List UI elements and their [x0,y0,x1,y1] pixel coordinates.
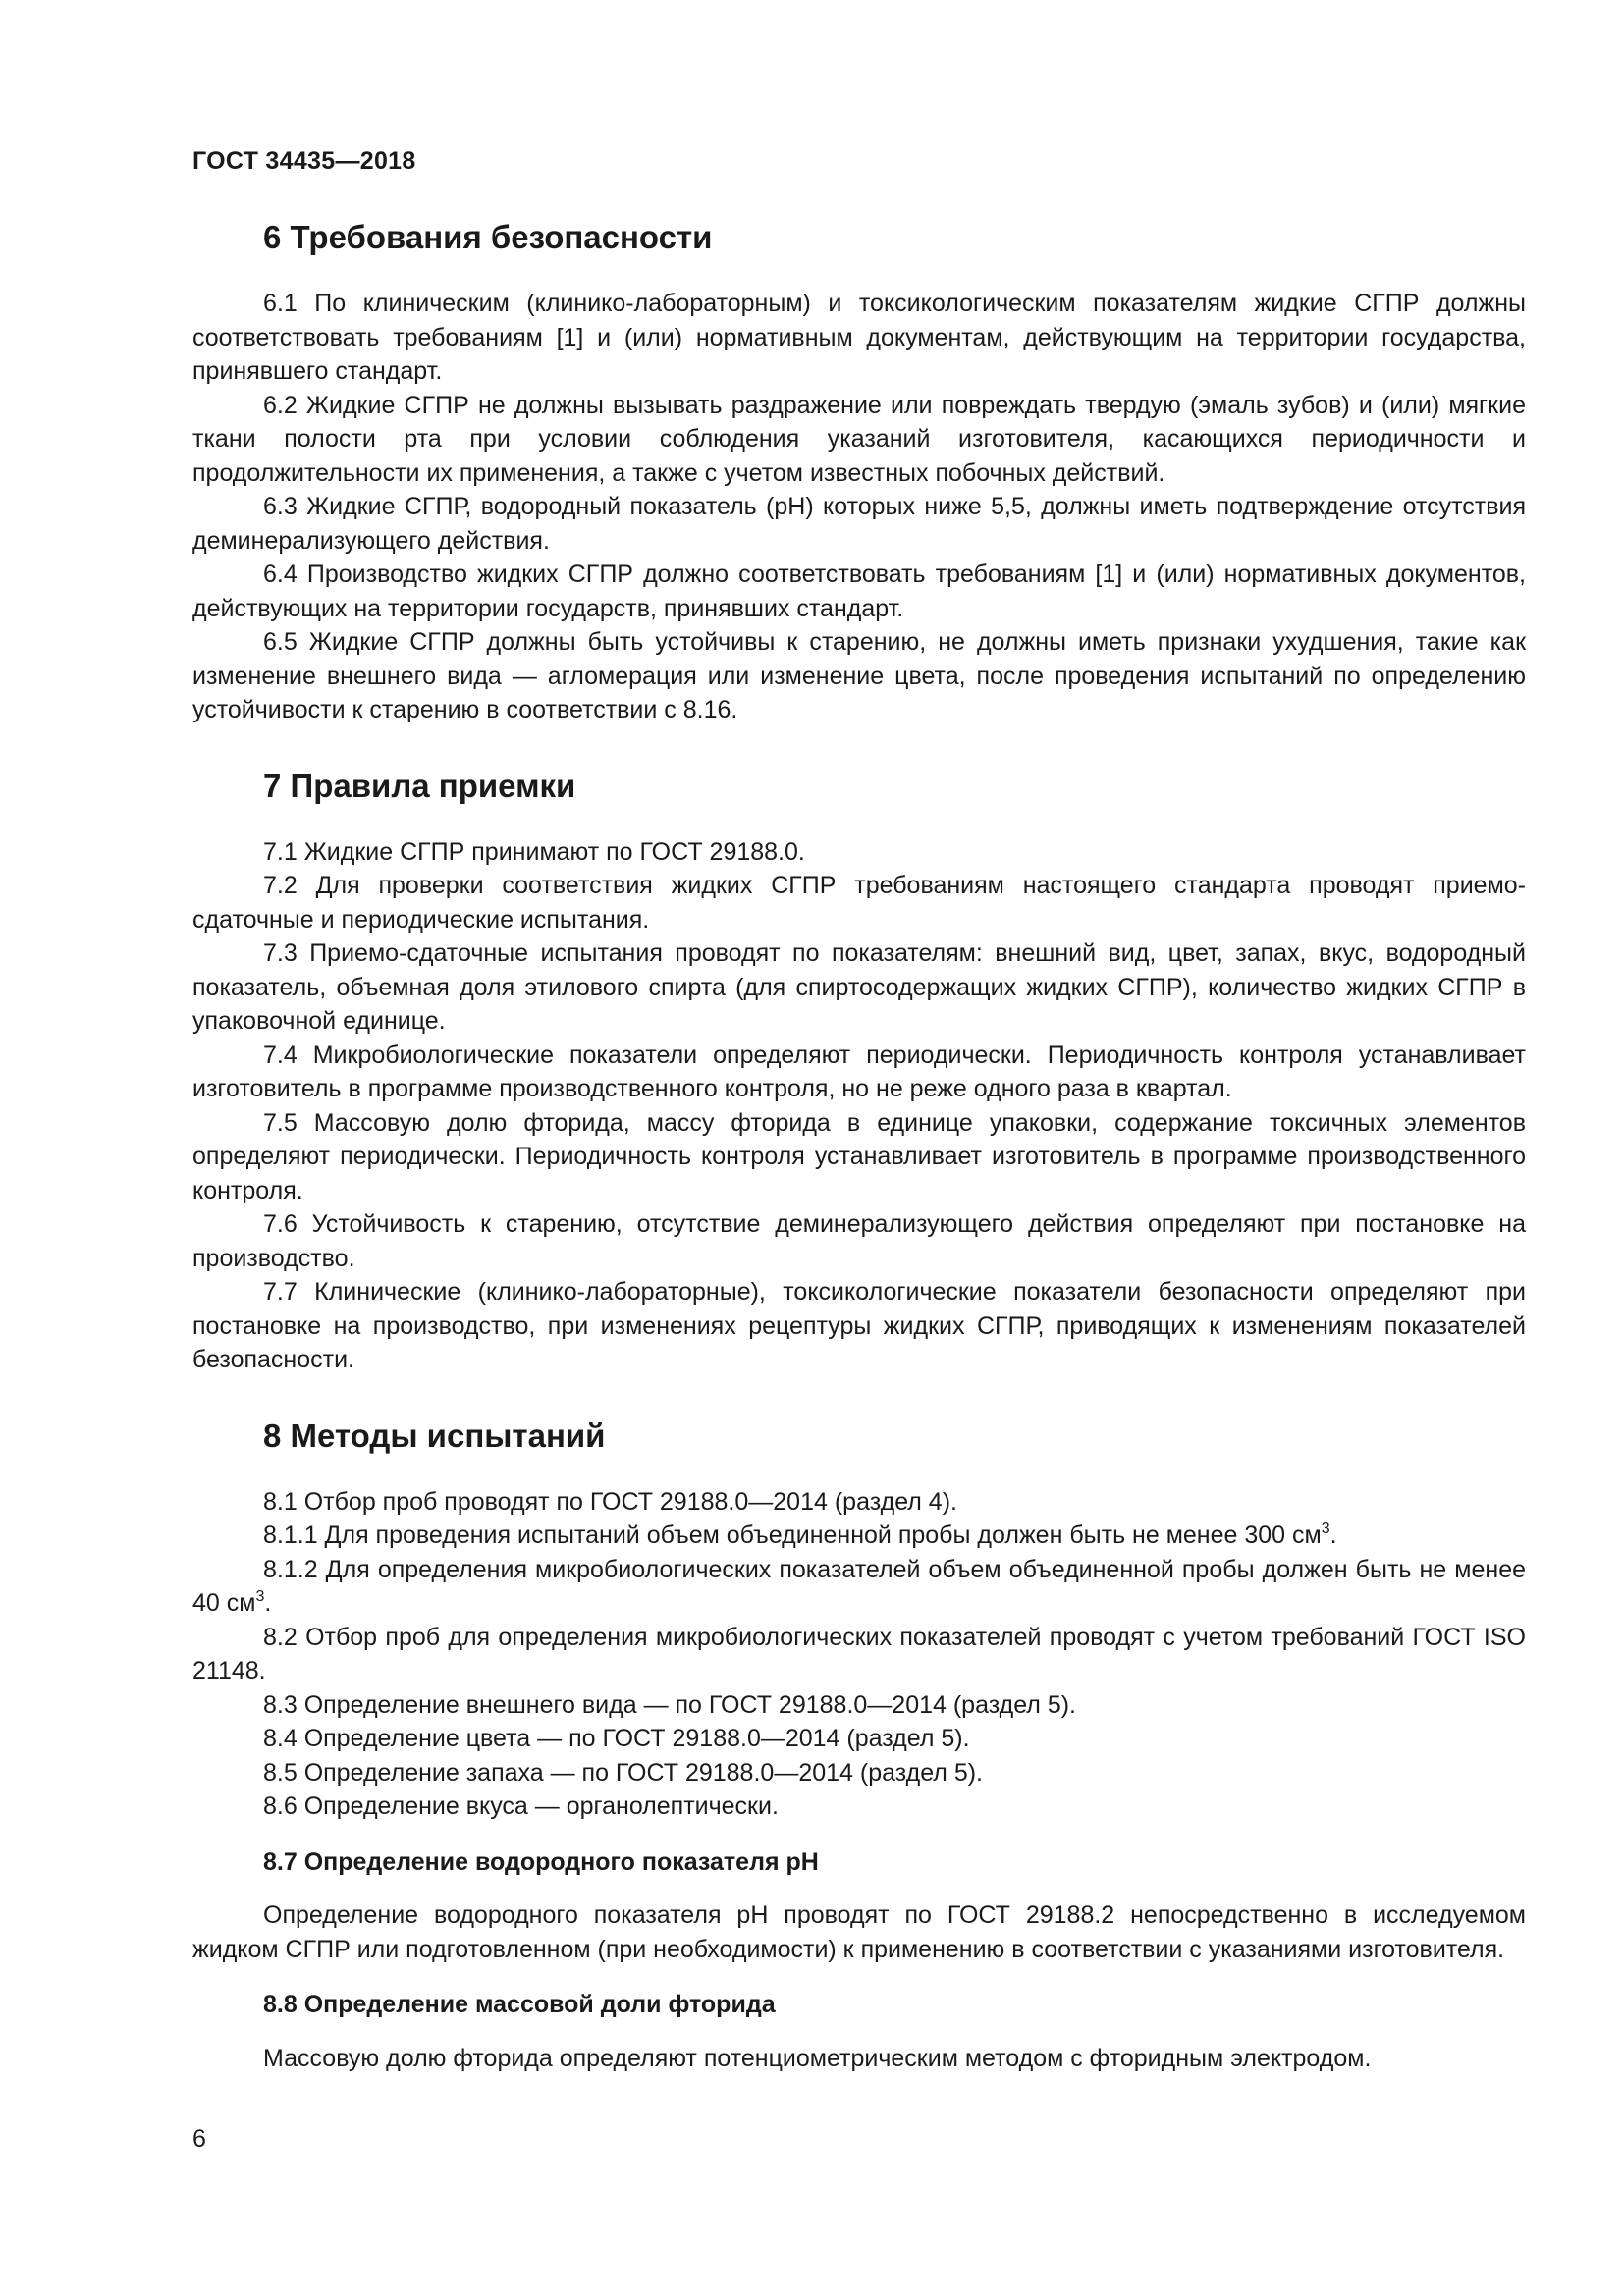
section-8-title: 8 Методы испытаний [263,1416,606,1454]
paragraph-7-4: 7.4 Микробиологические показатели определяют периодически. Периодичность контроля устанавливает изготовитель в программе производственного контроля, но не реже одного раза в квартал. [192,1041,1526,1102]
paragraph-8-5: 8.5 Определение запаха — по ГОСТ 29188.0—2014 (раздел 5). [263,1758,984,1787]
paragraph-8-1-1-text: 8.1.1 Для проведения испытаний объем объединенной пробы должен быть не менее 300 см [263,1522,1322,1549]
paragraph-8-1-2 [192,1553,1526,1621]
paragraph-7-7: 7.7 Клинические (клинико-лабораторные), токсикологические показатели безопасности определяют при постановке на производство, при изменениях рецептуры жидких СГПР, приводящих к изменениям показателей безопасности. [192,1278,1526,1373]
document-code-header: ГОСТ 34435—2018 [192,147,416,175]
paragraph-6-3: 6.3 Жидкие СГПР, водородный показатель (pH) которых ниже 5,5, должны иметь подтверждение отсутствия деминерализующего действия. [192,493,1526,555]
paragraph-6-4: 6.4 Производство жидких СГПР должно соответствовать требованиям [1] и (или) нормативных документов, действующих на территории государств, принявших стандарт. [192,561,1526,622]
paragraph-8-1-2-text: 8.1.2 Для определения микробиологических показателей объем объединенной пробы должен быть не менее 40 см [192,1555,1526,1617]
page-number: 6 [192,2125,206,2153]
paragraph-6-2: 6.2 Жидкие СГПР не должны вызывать раздражение или повреждать твердую (эмаль зубов) и (или) мягкие ткани полости рта при условии соблюдения указаний изготовителя, касающихся периодичности и продолжительности их применения, а также с учетом известных побочных действий. [192,391,1526,487]
subsection-8-7-title: 8.7 Определение водородного показателя pH [263,1847,819,1876]
paragraph-7-1: 7.1 Жидкие СГПР принимают по ГОСТ 29188.0. [263,837,805,866]
paragraph-8-3: 8.3 Определение внешнего вида — по ГОСТ 29188.0—2014 (раздел 5). [263,1690,1076,1719]
paragraph-8-1-1-end: . [1329,1522,1337,1549]
paragraph-6-1: 6.1 По клиническим (клинико-лабораторным) и токсикологическим показателям жидкие СГПР должны соответствовать требованиям [1] и (или) нормативным документам, действующим на территории государства, принявшего стандарт. [192,290,1526,385]
paragraph-7-6: 7.6 Устойчивость к старению, отсутствие деминерализующего действия определяют при постановке на производство. [192,1210,1526,1272]
page-content [192,218,1526,2075]
section-7-title: 7 Правила приемки [263,767,576,804]
paragraph-8-8: Массовую долю фторида определяют потенциометрическим методом с фторидным электродом. [263,2044,1372,2072]
paragraph-8-1: 8.1 Отбор проб проводят по ГОСТ 29188.0—2014 (раздел 4). [263,1487,957,1516]
paragraph-6-5: 6.5 Жидкие СГПР должны быть устойчивы к старению, не должны иметь признаки ухудшения, такие как изменение внешнего вида — агломерация или изменение цвета, после проведения испытаний по определению устойчивости к старению в соответствии с 8.16. [192,628,1526,723]
superscript-3: 3 [1321,1521,1330,1537]
subsection-8-8-title: 8.8 Определение массовой доли фторида [263,1991,776,2018]
paragraph-7-2: 7.2 Для проверки соответствия жидких СГПР требованиям настоящего стандарта проводят приемо-сдаточные и периодические испытания. [192,872,1526,934]
paragraph-8-7: Определение водородного показателя pH проводят по ГОСТ 29188.2 непосредственно в исследуемом жидком СГПР или подготовленном (при необходимости) к применению в соответствии с указаниями изготовителя. [192,1901,1526,1963]
paragraph-8-1-1 [192,1519,1526,1553]
paragraph-7-5: 7.5 Массовую долю фторида, массу фторида в единице упаковки, содержание токсичных элементов определяют периодически. Периодичность контроля устанавливает изготовитель в программе производственного контроля. [192,1108,1526,1204]
superscript-3: 3 [255,1588,265,1605]
paragraph-8-4: 8.4 Определение цвета — по ГОСТ 29188.0—2014 (раздел 5). [263,1725,970,1752]
paragraph-7-3: 7.3 Приемо-сдаточные испытания проводят по показателям: внешний вид, цвет, запах, вкус, водородный показатель, объемная доля этилового спирта (для спиртосодержащих жидких СГПР), количество жидких СГПР в упаковочной единице. [192,939,1526,1035]
paragraph-8-1-2-end: . [264,1589,272,1617]
paragraph-8-2: 8.2 Отбор проб для определения микробиологических показателей проводят с учетом требований ГОСТ ISO 21148. [192,1623,1526,1684]
section-6-title: 6 Требования безопасности [263,219,713,255]
paragraph-8-6: 8.6 Определение вкуса — органолептически. [263,1792,779,1820]
